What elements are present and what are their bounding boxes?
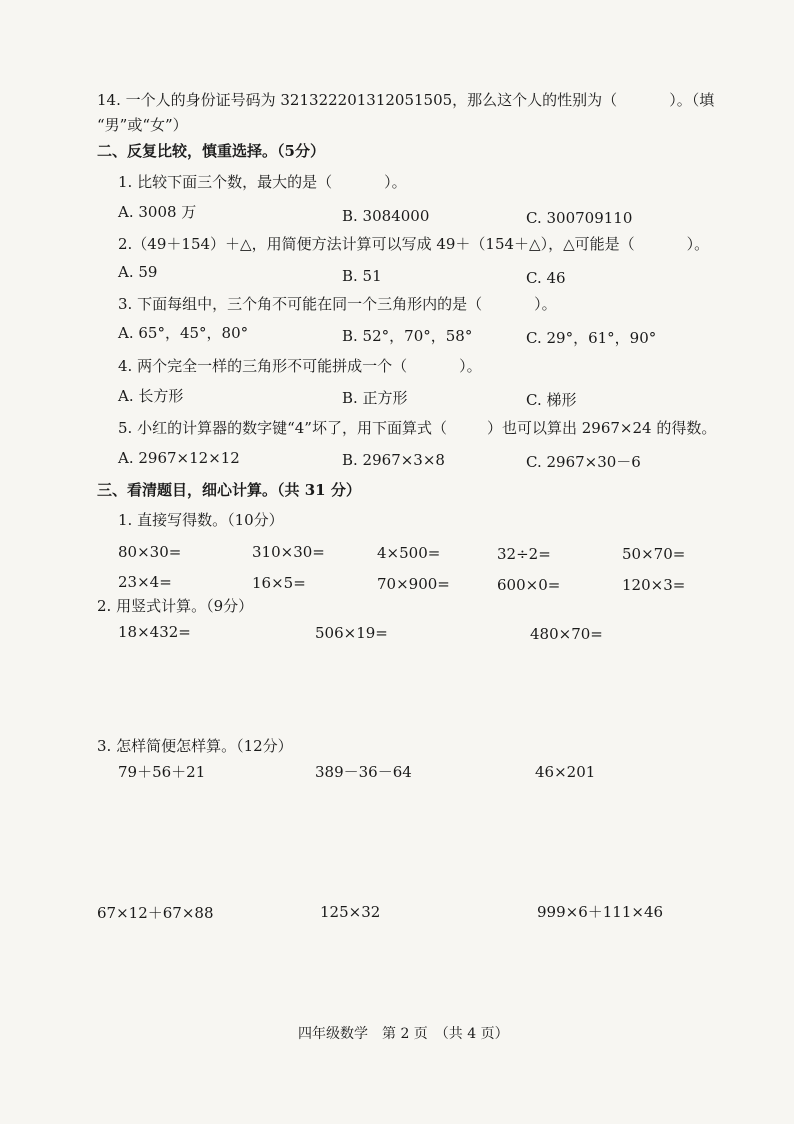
s2-q5-stem-after: ）也可以算出 2967×24 的得数。 xyxy=(486,419,717,437)
s2-q4-stem-after: ）。 xyxy=(459,357,482,375)
s3-p2-item2: 506×19= xyxy=(315,624,388,642)
s3-p3-row2-item3: 999×6＋111×46 xyxy=(537,903,664,921)
s2-q4-stem-before: 4. 两个完全一样的三角形不可能拼成一个（ xyxy=(118,357,408,375)
s3-p3-row2-item1: 67×12＋67×88 xyxy=(97,904,214,922)
s2-q1-option-b: B. 3084000 xyxy=(342,207,430,225)
s2-q5-option-c: C. 2967×30－6 xyxy=(526,453,641,471)
s2-q1-option-a: A. 3008 万 xyxy=(118,203,197,221)
s3-p1-row1-item5: 50×70= xyxy=(622,545,686,563)
q14-text-after: ）。（填 xyxy=(669,91,715,109)
s2-q3-stem xyxy=(118,294,557,314)
s2-q5-stem-before: 5. 小红的计算器的数字键“4”坏了，用下面算式（ xyxy=(118,419,447,437)
s3-p1-row2-item4: 600×0= xyxy=(497,576,561,594)
s2-q3-option-a: A. 65°，45°，80° xyxy=(118,324,249,342)
s2-q1-option-c: C. 300709110 xyxy=(526,209,633,227)
s3-p1-row2-item2: 16×5= xyxy=(252,574,306,592)
s2-q4-option-a: A. 长方形 xyxy=(118,387,184,405)
s2-q3-stem-before: 3. 下面每组中，三个角不可能在同一个三角形内的是（ xyxy=(118,295,483,313)
s2-q5-stem xyxy=(118,418,716,438)
s3-p3-row1-item3: 46×201 xyxy=(535,763,596,781)
s2-q1-stem xyxy=(118,172,407,192)
s2-q5-option-a: A. 2967×12×12 xyxy=(118,449,240,467)
s3-p1-title: 1. 直接写得数。（10分） xyxy=(118,511,284,529)
s2-q1-stem-before: 1. 比较下面三个数，最大的是（ xyxy=(118,173,333,191)
s3-p3-row1-item2: 389－36－64 xyxy=(315,763,412,781)
s2-q2-stem-before: 2.（49＋154）＋△，用简便方法计算可以写成 49＋（154＋△），△可能是（ xyxy=(118,235,635,253)
s2-q3-stem-after: ）。 xyxy=(534,295,557,313)
s3-p3-row2-item2: 125×32 xyxy=(320,903,381,921)
page-footer: 四年级数学 第 2 页 （共 4 页） xyxy=(298,1026,509,1042)
s2-q4-stem xyxy=(118,356,482,376)
s2-q2-stem-after: ）。 xyxy=(686,235,710,253)
s2-q4-option-b: B. 正方形 xyxy=(342,389,408,407)
s3-p1-row2-item1: 23×4= xyxy=(118,573,172,591)
s3-p1-row2-item3: 70×900= xyxy=(377,575,450,593)
s2-q2-option-a: A. 59 xyxy=(118,263,158,281)
s3-p3-row1-item1: 79＋56＋21 xyxy=(118,763,206,781)
s2-q2-stem xyxy=(118,234,709,254)
s3-p3-title: 3. 怎样简便怎样算。（12分） xyxy=(97,737,293,755)
s2-q3-option-c: C. 29°，61°，90° xyxy=(526,329,657,347)
section2-title: 二、反复比较，慎重选择。（5分） xyxy=(97,142,325,160)
s2-q2-option-c: C. 46 xyxy=(526,269,566,287)
s2-q2-option-b: B. 51 xyxy=(342,267,382,285)
s2-q1-stem-after: ）。 xyxy=(384,173,407,191)
s3-p1-row1-item4: 32÷2= xyxy=(497,545,551,563)
s3-p1-row1-item3: 4×500= xyxy=(377,544,441,562)
s2-q5-option-b: B. 2967×3×8 xyxy=(342,451,445,469)
s3-p2-title: 2. 用竖式计算。（9分） xyxy=(97,597,254,615)
s3-p1-row1-item2: 310×30= xyxy=(252,543,325,561)
s3-p1-row2-item5: 120×3= xyxy=(622,576,686,594)
s3-p1-row1-item1: 80×30= xyxy=(118,543,182,561)
section3-title: 三、看清题目，细心计算。（共 31 分） xyxy=(97,481,361,499)
s3-p2-item1: 18×432= xyxy=(118,623,191,641)
q14-line1 xyxy=(97,90,714,110)
s3-p2-item3: 480×70= xyxy=(530,625,603,643)
s2-q4-option-c: C. 梯形 xyxy=(526,391,577,409)
q14-text-before: 14. 一个人的身份证号码为 321322201312051505，那么这个人的性别为（ xyxy=(97,91,618,109)
q14-line2: “男”或“女”） xyxy=(97,116,188,134)
s2-q3-option-b: B. 52°，70°，58° xyxy=(342,327,473,345)
